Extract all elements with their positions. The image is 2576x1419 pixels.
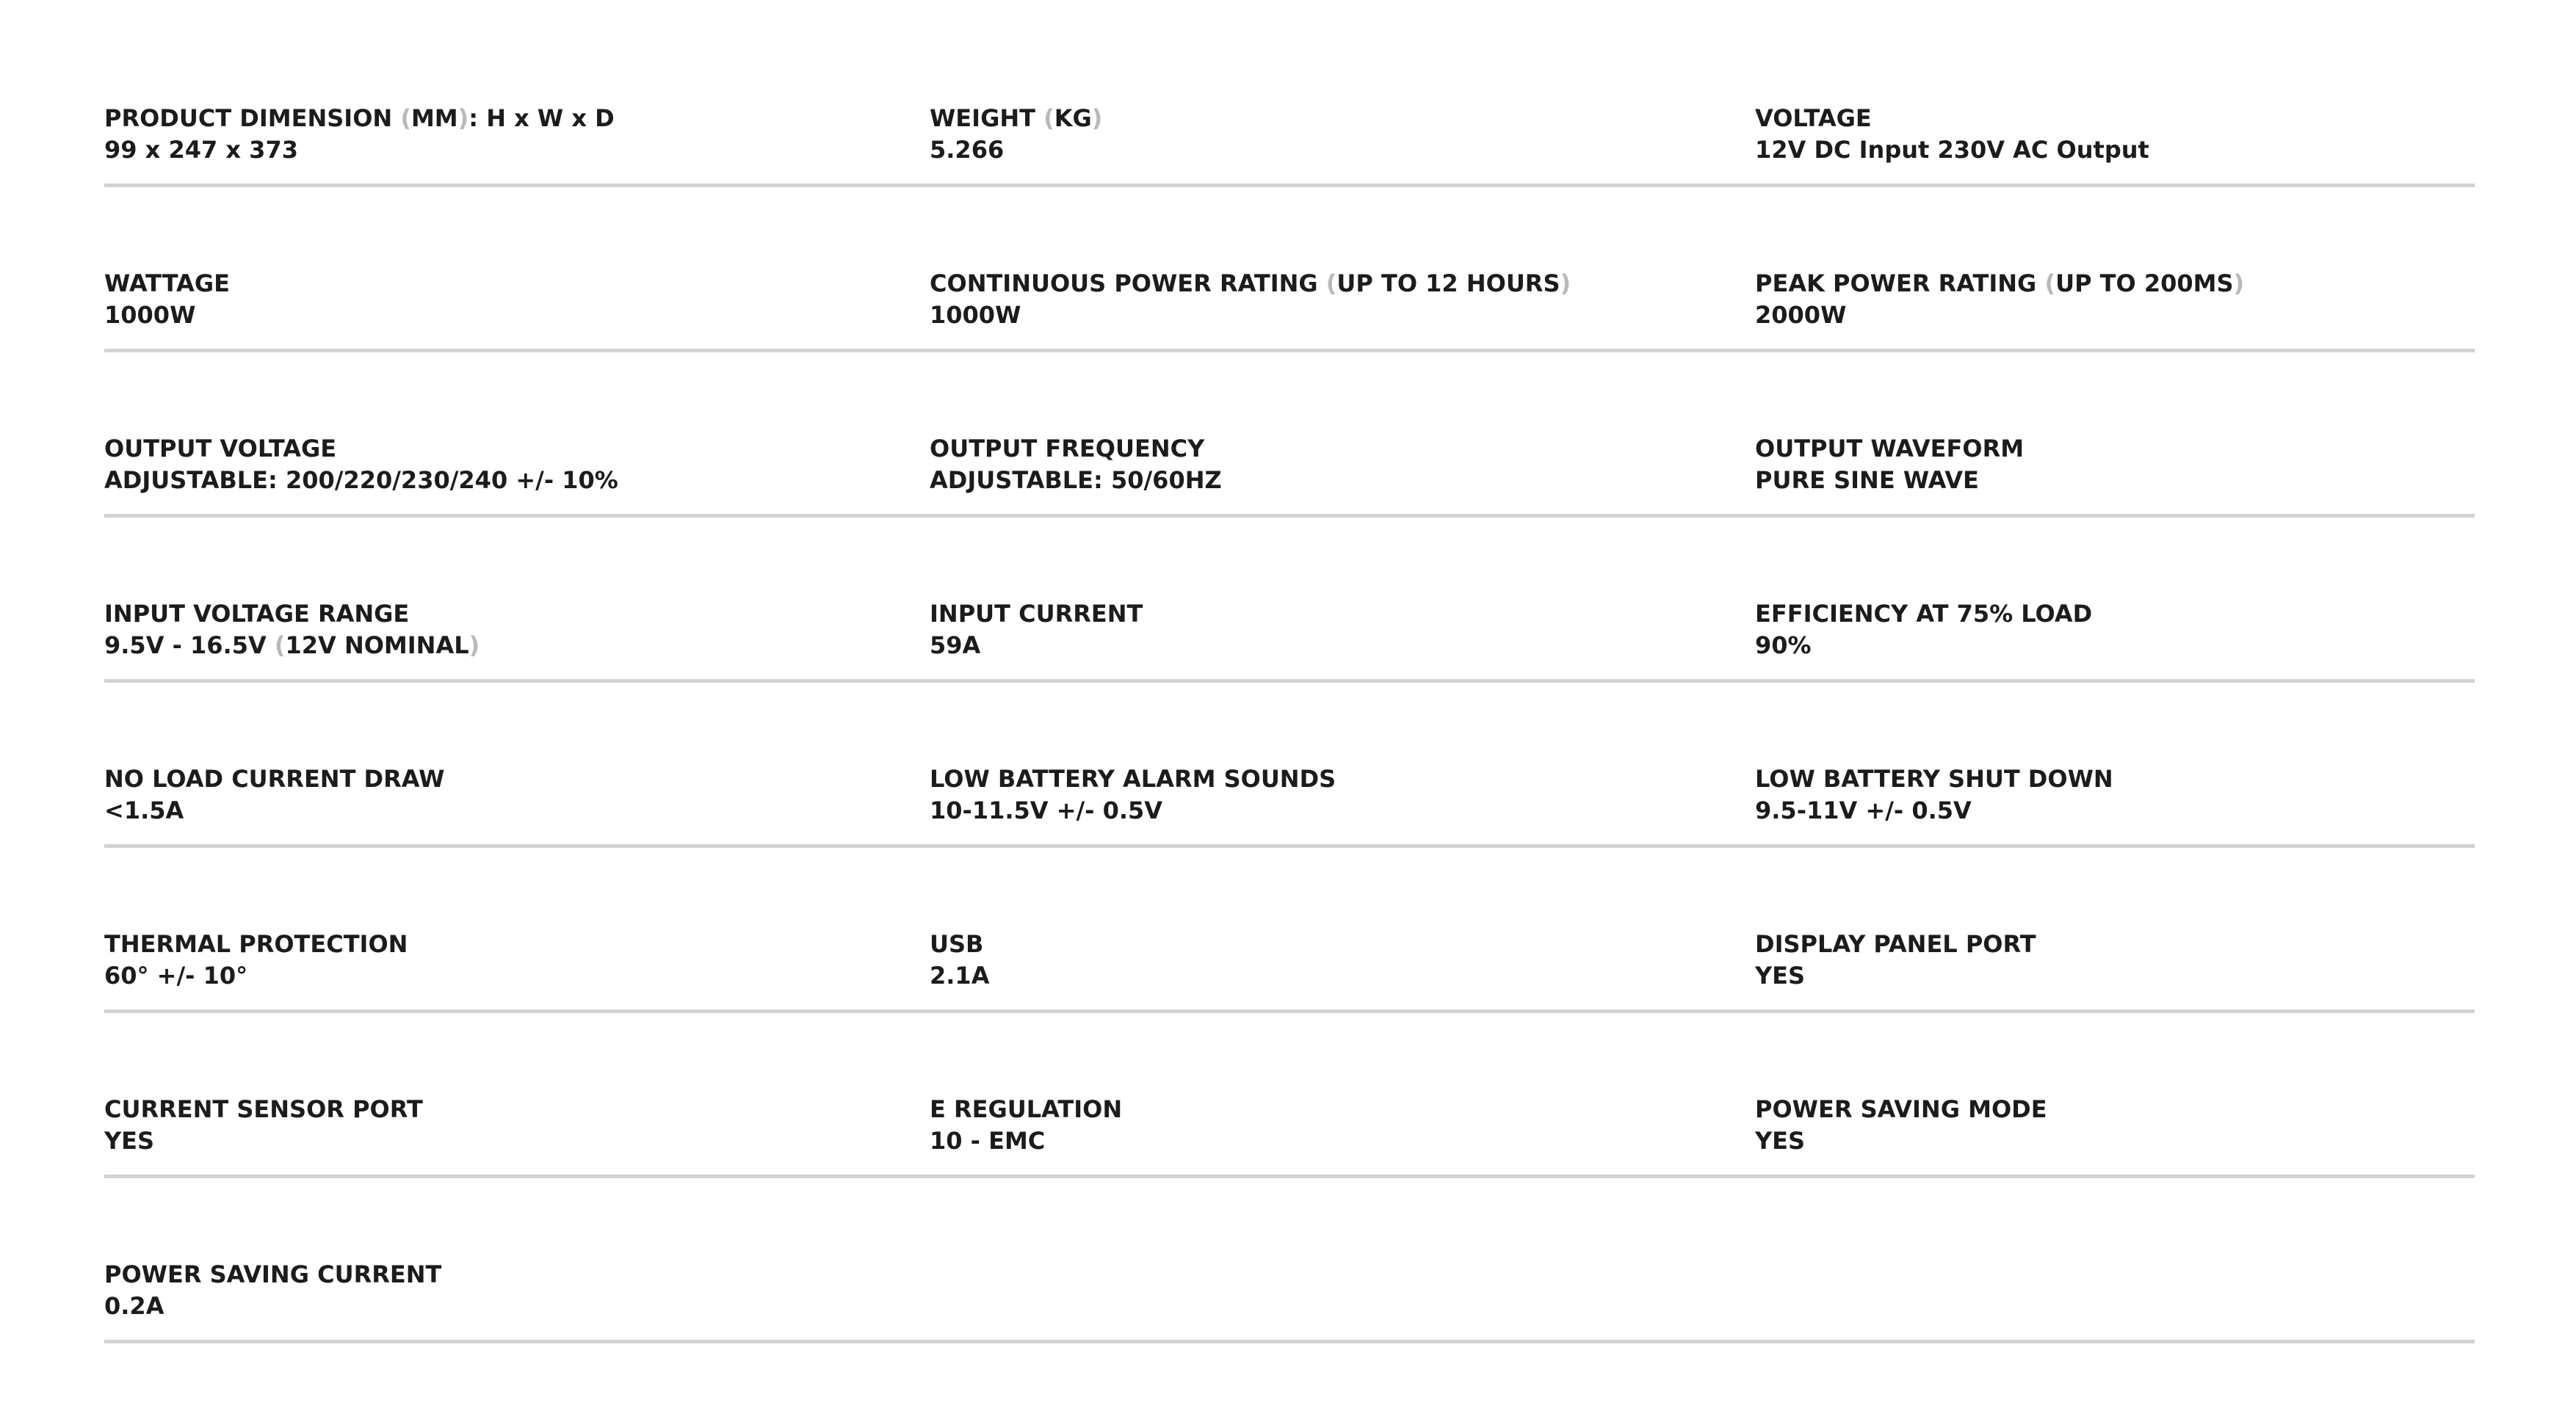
- spec-label: WEIGHT (KG): [930, 104, 1103, 132]
- spec-row: [104, 848, 2475, 1013]
- spec-value: 90%: [1755, 631, 1812, 659]
- spec-row: [104, 0, 2475, 187]
- spec-value: ADJUSTABLE: 50/60HZ: [930, 466, 1222, 494]
- spec-value: 2000W: [1755, 301, 1847, 329]
- spec-row: [104, 518, 2475, 683]
- spec-row: [104, 1178, 2475, 1343]
- spec-value: <1.5A: [104, 796, 184, 824]
- spec-label: E REGULATION: [930, 1095, 1123, 1123]
- spec-label: USB: [930, 930, 984, 958]
- spec-value: 9.5V - 16.5V (12V NOMINAL): [104, 631, 480, 659]
- spec-row: [104, 187, 2475, 352]
- spec-label: PEAK POWER RATING (UP TO 200MS): [1755, 269, 2245, 297]
- spec-value: 10-11.5V +/- 0.5V: [930, 796, 1163, 824]
- spec-value: 10 - EMC: [930, 1127, 1046, 1155]
- spec-label: LOW BATTERY SHUT DOWN: [1755, 765, 2113, 793]
- spec-value: 1000W: [930, 301, 1021, 329]
- spec-value: PURE SINE WAVE: [1755, 466, 1979, 494]
- spec-row: [104, 352, 2475, 518]
- spec-label: EFFICIENCY AT 75% LOAD: [1755, 600, 2093, 628]
- spec-label: PRODUCT DIMENSION (MM): H x W x D: [104, 104, 615, 132]
- spec-value: 59A: [930, 631, 981, 659]
- spec-label: INPUT VOLTAGE RANGE: [104, 600, 410, 628]
- spec-label: WATTAGE: [104, 269, 230, 297]
- spec-label: CONTINUOUS POWER RATING (UP TO 12 HOURS): [930, 269, 1571, 297]
- spec-row: [104, 683, 2475, 848]
- spec-label: LOW BATTERY ALARM SOUNDS: [930, 765, 1336, 793]
- spec-label: POWER SAVING MODE: [1755, 1095, 2047, 1123]
- spec-value: YES: [1755, 962, 1806, 990]
- spec-label: INPUT CURRENT: [930, 600, 1143, 628]
- spec-value: 99 x 247 x 373: [104, 136, 298, 164]
- spec-row: [104, 1013, 2475, 1178]
- spec-value: 9.5-11V +/- 0.5V: [1755, 796, 1972, 824]
- spec-value: 60° +/- 10°: [104, 962, 248, 990]
- spec-value: 5.266: [930, 136, 1005, 164]
- spec-value: ADJUSTABLE: 200/220/230/240 +/- 10%: [104, 466, 618, 494]
- spec-value: 2.1A: [930, 962, 990, 990]
- spec-label: OUTPUT WAVEFORM: [1755, 435, 2025, 462]
- spec-label: OUTPUT FREQUENCY: [930, 435, 1205, 462]
- spec-value: 12V DC Input 230V AC Output: [1755, 136, 2149, 164]
- spec-label: VOLTAGE: [1755, 104, 1872, 132]
- spec-label: NO LOAD CURRENT DRAW: [104, 765, 445, 793]
- spec-label: CURRENT SENSOR PORT: [104, 1095, 423, 1123]
- spec-label: DISPLAY PANEL PORT: [1755, 930, 2036, 958]
- spec-value: YES: [104, 1127, 155, 1155]
- spec-value: 1000W: [104, 301, 196, 329]
- spec-value: 0.2A: [104, 1292, 164, 1320]
- spec-value: YES: [1755, 1127, 1806, 1155]
- spec-label: THERMAL PROTECTION: [104, 930, 408, 958]
- spec-table: [104, 0, 2475, 1343]
- spec-label: OUTPUT VOLTAGE: [104, 435, 337, 462]
- spec-label: POWER SAVING CURRENT: [104, 1260, 442, 1288]
